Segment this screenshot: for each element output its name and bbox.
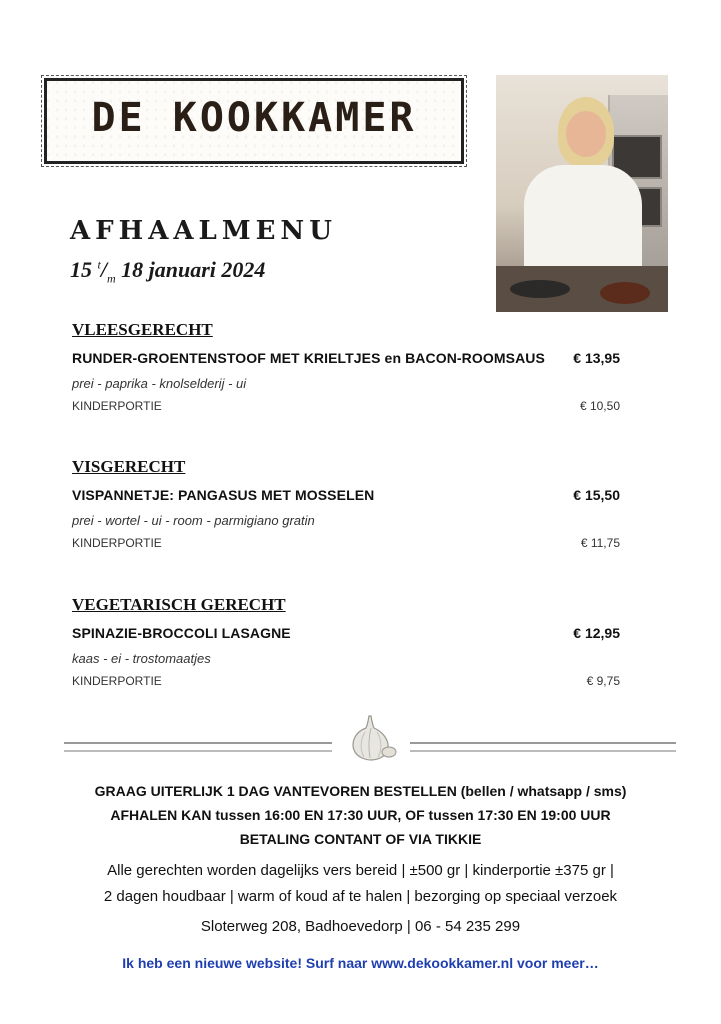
logo (44, 78, 464, 164)
section-title: VLEESGERECHT (72, 320, 213, 339)
dish-name: RUNDER-GROENTENSTOOF MET KRIELTJES en BACON-ROOMSAUS (72, 350, 545, 366)
menu-date: 15 $^t/_m$ 18 januari 2024 (70, 257, 266, 286)
dish-description: prei - paprika - knolselderij - ui (72, 376, 247, 391)
pickup-times: AFHALEN KAN tussen 16:00 EN 17:30 UUR, OF tussen 17:30 EN 19:00 UUR (110, 807, 611, 823)
menu-title: AFHAALMENU (70, 216, 337, 246)
dish-description: kaas - ei - trostomaatjes (72, 651, 211, 666)
divider-right (410, 742, 676, 752)
kids-portion-label: KINDERPORTIE (72, 674, 162, 688)
info-line-2: 2 dagen houdbaar | warm of koud af te halen | bezorging op speciaal verzoek (103, 888, 618, 905)
kids-portion-label: KINDERPORTIE (72, 399, 162, 413)
order-deadline: GRAAG UITERLIJK 1 DAG VANTEVOREN BESTELLEN (bellen / whatsapp / sms) (94, 783, 627, 799)
kids-portion-label: KINDERPORTIE (72, 536, 162, 550)
section-fish (72, 457, 620, 550)
section-title: VEGETARISCH GERECHT (72, 595, 286, 614)
logo-text: DE KOOKKAMER (91, 95, 417, 141)
info-line-1: Alle gerechten worden dagelijks vers bereid | ±500 gr | kinderportie ±375 gr | (107, 862, 614, 879)
website-link[interactable]: Ik heb een nieuwe website! Surf naar www.dekookkamer.nl voor meer… (122, 955, 599, 971)
dish-name: SPINAZIE-BROCCOLI LASAGNE (72, 625, 291, 641)
dish-description: prei - wortel - ui - room - parmigiano gratin (72, 513, 315, 528)
divider-left (64, 742, 332, 752)
kids-portion-price: € 11,75 (580, 536, 620, 550)
general-info (40, 858, 681, 910)
date-sub: m (106, 271, 116, 286)
dish-price: € 13,95 (573, 350, 620, 366)
garlic-icon (345, 712, 397, 762)
dish-price: € 15,50 (573, 487, 620, 503)
chef-photo (496, 75, 668, 312)
payment-info: BETALING CONTANT OF VIA TIKKIE (239, 831, 482, 847)
date-rest: 18 januari 2024 (121, 257, 266, 282)
section-title: VISGERECHT (72, 457, 186, 476)
date-start: 15 (70, 257, 92, 282)
address: Sloterweg 208, Badhoevedorp | 06 - 54 235 299 (200, 918, 521, 935)
dish-name: VISPANNETJE: PANGASUS MET MOSSELEN (72, 487, 375, 503)
order-info (40, 779, 681, 851)
dish-price: € 12,95 (573, 625, 620, 641)
kids-portion-price: € 9,75 (586, 674, 620, 688)
section-vegetarian (72, 595, 620, 688)
date-sup: t (97, 257, 101, 272)
kids-portion-price: € 10,50 (579, 399, 620, 413)
section-meat (72, 320, 620, 413)
